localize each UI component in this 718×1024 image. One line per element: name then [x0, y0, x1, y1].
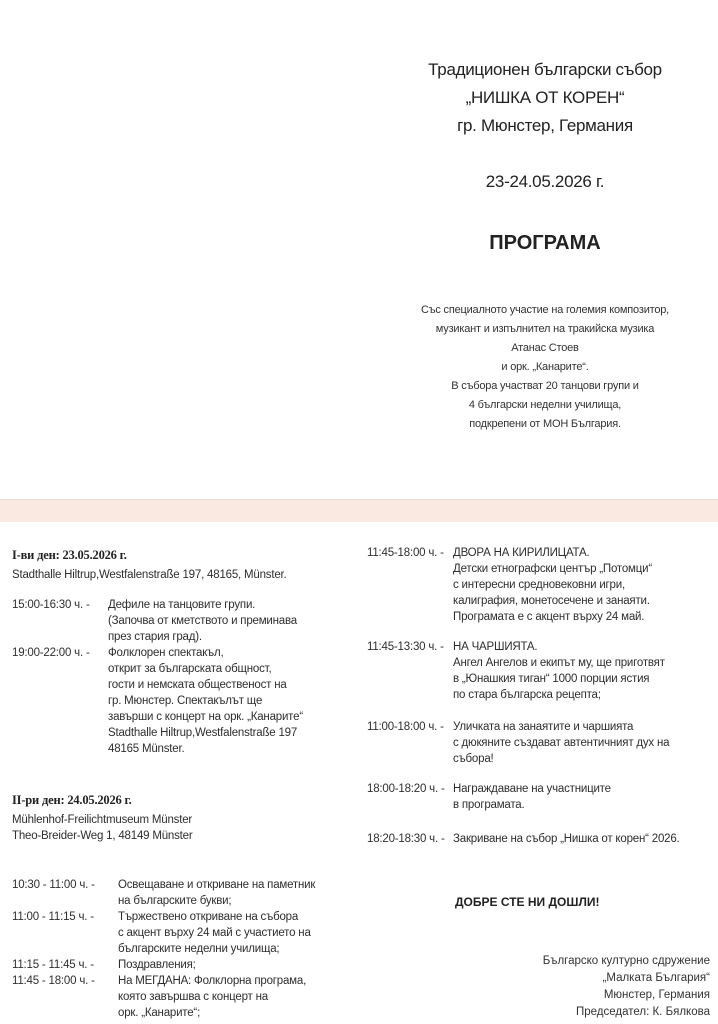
entry-text: която завършва с концерт на	[118, 991, 268, 1003]
day-heading: I-ви ден: 23.05.2026 г.	[12, 548, 127, 562]
entry-text: ДВОРА НА КИРИЛИЦАТА.	[453, 547, 590, 559]
entry-text: с акцент върху 24 май с участието на	[118, 927, 311, 939]
entry-time: 10:30 - 11:00 ч. -	[12, 879, 95, 891]
entry-text: орк. „Канарите“;	[118, 1007, 201, 1019]
schedule-entry	[12, 645, 357, 757]
entry-text: с интересни средновековни игри,	[453, 579, 625, 591]
entry-text: Програмата е с акцент върху 24 май.	[453, 611, 645, 623]
entry-text: в програмата.	[453, 799, 525, 811]
day2-continued-section	[367, 545, 712, 847]
day-heading: II-ри ден: 24.05.2026 г.	[12, 793, 132, 807]
entry-text: събора!	[453, 753, 494, 765]
entry-text: българските неделни училища;	[118, 943, 280, 955]
entry-text: 48165 Münster.	[108, 743, 185, 755]
schedule-entry	[367, 719, 712, 767]
signature-line: „Малката България“	[602, 972, 710, 984]
entry-text: с дюкяните създават автентичният дух на	[453, 737, 670, 749]
entry-text: На МЕГДАНА: Фолклорна програма,	[118, 975, 307, 987]
entry-time: 18:20-18:30 ч. -	[367, 833, 445, 845]
schedule-entry	[12, 973, 357, 1021]
entry-time: 11:15 - 11:45 ч. -	[12, 959, 94, 971]
entry-text: на българските букви;	[118, 895, 232, 907]
day1-section	[12, 547, 357, 757]
schedule-entry	[367, 545, 712, 625]
venue-address: Theo-Breider-Weg 1, 48149 Münster	[12, 830, 193, 842]
entry-time: 19:00-22:00 ч. -	[12, 647, 90, 659]
entry-text: завърши с концерт на орк. „Канарите“	[108, 711, 303, 723]
day2-section	[12, 792, 357, 1021]
entry-time: 15:00-16:30 ч. -	[12, 599, 90, 611]
entry-text: Дефиле на танцовите групи.	[108, 599, 256, 611]
intro-line: и орк. „Канарите“.	[501, 361, 589, 373]
intro-line: В събора участват 20 танцови групи и	[451, 380, 639, 392]
schedule-entry	[12, 877, 357, 909]
entry-text: открит за българската общност,	[108, 663, 272, 675]
schedule-entry	[367, 781, 712, 813]
entry-text: Фолклорен спектакъл,	[108, 647, 224, 659]
schedule-entry	[12, 597, 357, 645]
entry-text: Закриване на събор „Нишка от корен“ 2026.	[453, 833, 680, 845]
event-location: гр. Мюнстер, Германия	[457, 116, 633, 135]
schedule-entry	[367, 639, 712, 703]
signature-line: Мюнстер, Германия	[603, 989, 710, 1001]
venue-address: Stadthalle Hiltrup,Westfalenstraße 197, 48165, Münster.	[12, 569, 287, 581]
entry-text: Награждаване на участниците	[453, 783, 611, 795]
intro-line: 4 български неделни училища,	[468, 399, 622, 411]
schedule-entry	[12, 909, 357, 957]
entry-time: 11:45 - 18:00 ч. -	[12, 975, 95, 987]
entry-text: НА ЧАРШИЯТА.	[453, 641, 538, 653]
intro-line: подкрепени от МОН България.	[469, 418, 621, 430]
entry-text: гости и немската общественост на	[108, 679, 287, 691]
entry-text: (Започва от кметството и преминава	[108, 615, 297, 627]
intro-text	[372, 301, 718, 434]
event-dates: 23-24.05.2026 г.	[485, 172, 605, 191]
entry-time: 11:45-13:30 ч. -	[367, 641, 444, 653]
intro-line: Със специалното участие на големия композитор,	[420, 304, 670, 316]
entry-text: Поздравления;	[118, 959, 196, 971]
signature-block	[543, 953, 710, 1021]
signature-line: Председател: К. Бялкова	[575, 1006, 710, 1018]
venue-address: Mühlenhof-Freilichtmuseum Münster	[12, 814, 193, 826]
entry-time: 11:45-18:00 ч. -	[367, 547, 444, 559]
entry-time: 18:00-18:20 ч. -	[367, 783, 445, 795]
event-name: „НИШКА ОТ КОРЕН“	[465, 88, 625, 107]
entry-text: Ангел Ангелов и екипът му, ще приготвят	[453, 657, 665, 669]
welcome-text: ДОБРЕ СТЕ НИ ДОШЛИ!	[455, 895, 600, 909]
entry-time: 11:00 - 11:15 ч. -	[12, 911, 94, 923]
entry-time: 11:00-18:00 ч. -	[367, 721, 444, 733]
event-title: Традиционен български събор	[428, 60, 662, 79]
schedule-entry	[367, 831, 712, 847]
entry-text: калиграфия, монетосечене и занаяти.	[453, 595, 650, 607]
entry-text: Stadthalle Hiltrup,Westfalenstraße 197	[108, 727, 298, 739]
entry-text: през стария град).	[108, 631, 202, 643]
schedule-entry	[12, 957, 357, 973]
program-title: ПРОГРАМА	[489, 232, 601, 254]
entry-text: в „Юнашкия тиган“ 1000 порции ястия	[453, 673, 650, 685]
entry-text: Детски етнографски център „Потомци“	[453, 563, 652, 575]
entry-text: Тържествено откриване на събора	[118, 911, 299, 923]
entry-text: гр. Мюнстер. Спектакълът ще	[108, 695, 263, 707]
intro-line: музикант и изпълнител на тракийска музика	[435, 323, 655, 335]
divider-band	[0, 499, 718, 522]
entry-text: Освещаване и откриване на паметник	[118, 879, 316, 891]
intro-line: Атанас Стоев	[511, 342, 579, 354]
entry-text: по стара българска рецепта;	[453, 689, 601, 701]
signature-line: Българско културно сдружение	[542, 955, 710, 967]
entry-text: Уличката на занаятите и чаршията	[453, 721, 634, 733]
